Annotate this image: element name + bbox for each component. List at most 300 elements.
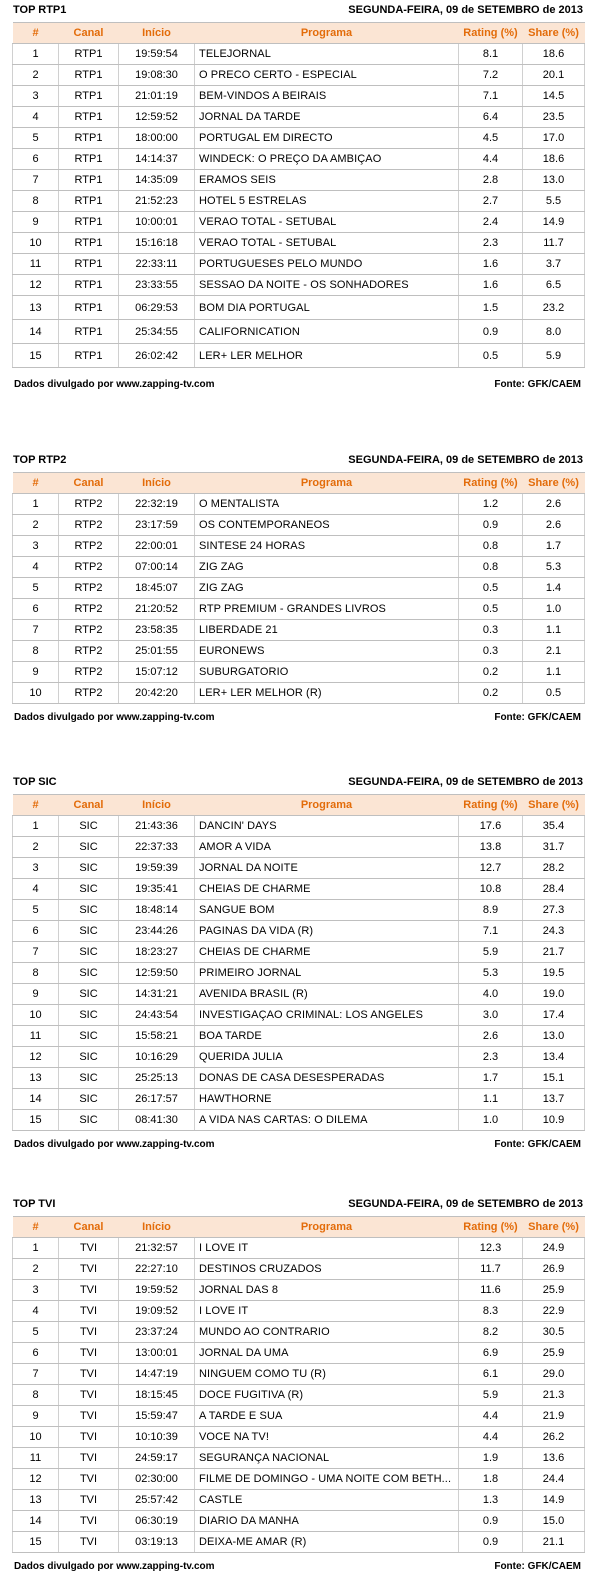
table-row (13, 662, 585, 683)
cell-share: 13.0 (523, 170, 585, 191)
table-row (13, 191, 585, 212)
cell-start: 12:59:50 (119, 963, 195, 984)
cell-start: 26:17:57 (119, 1089, 195, 1110)
cell-rating: 1.3 (459, 1490, 523, 1511)
cell-share: 2.6 (523, 494, 585, 515)
cell-program: INVESTIGAÇAO CRIMINAL: LOS ANGELES (195, 1005, 459, 1026)
cell-program: DESTINOS CRUZADOS (195, 1259, 459, 1280)
cell-rank: 9 (13, 1406, 59, 1427)
column-header-channel: Canal (59, 23, 119, 44)
cell-program: ERAMOS SEIS (195, 170, 459, 191)
cell-program: EURONEWS (195, 641, 459, 662)
cell-channel: SIC (59, 921, 119, 942)
cell-share: 3.7 (523, 254, 585, 275)
cell-rank: 15 (13, 1110, 59, 1131)
cell-rank: 3 (13, 858, 59, 879)
cell-channel: SIC (59, 1068, 119, 1089)
cell-share: 19.5 (523, 963, 585, 984)
cell-program: I LOVE IT (195, 1238, 459, 1259)
cell-channel: SIC (59, 942, 119, 963)
cell-share: 1.1 (523, 662, 585, 683)
table-row (13, 1448, 585, 1469)
table-row (13, 1364, 585, 1385)
cell-channel: TVI (59, 1343, 119, 1364)
cell-start: 22:00:01 (119, 536, 195, 557)
section-header (0, 450, 605, 468)
cell-program: OS CONTEMPORANEOS (195, 515, 459, 536)
cell-share: 14.9 (523, 212, 585, 233)
section-title: TOP SIC (13, 776, 57, 788)
column-header-start: Início (119, 1217, 195, 1238)
cell-channel: SIC (59, 900, 119, 921)
section-rtp1 (0, 0, 605, 390)
table-header-row (13, 1217, 585, 1238)
column-header-channel: Canal (59, 473, 119, 494)
table-row (13, 879, 585, 900)
cell-program: QUERIDA JULIA (195, 1047, 459, 1068)
cell-rank: 15 (13, 344, 59, 368)
cell-share: 29.0 (523, 1364, 585, 1385)
cell-share: 15.1 (523, 1068, 585, 1089)
section-date: SEGUNDA-FEIRA, 09 de SETEMBRO de 2013 (348, 1198, 583, 1210)
table-row (13, 1343, 585, 1364)
cell-channel: TVI (59, 1406, 119, 1427)
column-header-rating: Rating (%) (459, 23, 523, 44)
table-row (13, 921, 585, 942)
cell-channel: TVI (59, 1238, 119, 1259)
cell-channel: RTP1 (59, 254, 119, 275)
cell-share: 21.3 (523, 1385, 585, 1406)
cell-rank: 10 (13, 1005, 59, 1026)
cell-program: NINGUEM COMO TU (R) (195, 1364, 459, 1385)
cell-rating: 7.1 (459, 921, 523, 942)
cell-rating: 1.8 (459, 1469, 523, 1490)
cell-rank: 5 (13, 1322, 59, 1343)
cell-share: 18.6 (523, 44, 585, 65)
cell-start: 14:35:09 (119, 170, 195, 191)
cell-channel: SIC (59, 879, 119, 900)
cell-start: 26:02:42 (119, 344, 195, 368)
cell-channel: RTP2 (59, 578, 119, 599)
table-row (13, 515, 585, 536)
cell-channel: RTP1 (59, 344, 119, 368)
cell-channel: RTP2 (59, 536, 119, 557)
cell-share: 24.9 (523, 1238, 585, 1259)
cell-rating: 0.9 (459, 515, 523, 536)
cell-share: 5.5 (523, 191, 585, 212)
column-header-program: Programa (195, 473, 459, 494)
cell-program: I LOVE IT (195, 1301, 459, 1322)
table-row (13, 275, 585, 296)
cell-share: 19.0 (523, 984, 585, 1005)
cell-start: 10:00:01 (119, 212, 195, 233)
cell-channel: SIC (59, 963, 119, 984)
cell-share: 25.9 (523, 1343, 585, 1364)
table-row (13, 1089, 585, 1110)
column-header-rank: # (13, 1217, 59, 1238)
section-header (0, 1194, 605, 1212)
cell-rating: 0.5 (459, 578, 523, 599)
cell-start: 12:59:52 (119, 107, 195, 128)
cell-program: DIARIO DA MANHA (195, 1511, 459, 1532)
cell-rating: 1.9 (459, 1448, 523, 1469)
cell-rating: 0.3 (459, 641, 523, 662)
table-row (13, 683, 585, 704)
cell-channel: TVI (59, 1301, 119, 1322)
cell-start: 25:34:55 (119, 320, 195, 344)
cell-program: LIBERDADE 21 (195, 620, 459, 641)
cell-rating: 0.8 (459, 557, 523, 578)
column-header-share: Share (%) (523, 473, 585, 494)
cell-start: 23:17:59 (119, 515, 195, 536)
cell-share: 2.6 (523, 515, 585, 536)
cell-start: 21:20:52 (119, 599, 195, 620)
cell-program: TELEJORNAL (195, 44, 459, 65)
table-row (13, 1026, 585, 1047)
cell-rating: 8.9 (459, 900, 523, 921)
table-row (13, 1047, 585, 1068)
cell-program: PAGINAS DA VIDA (R) (195, 921, 459, 942)
cell-rank: 11 (13, 1026, 59, 1047)
cell-rank: 5 (13, 128, 59, 149)
cell-share: 13.4 (523, 1047, 585, 1068)
cell-start: 18:15:45 (119, 1385, 195, 1406)
cell-start: 19:59:52 (119, 1280, 195, 1301)
cell-start: 24:43:54 (119, 1005, 195, 1026)
cell-rating: 4.4 (459, 1406, 523, 1427)
table-row (13, 149, 585, 170)
cell-program: CASTLE (195, 1490, 459, 1511)
cell-rating: 6.9 (459, 1343, 523, 1364)
cell-rank: 1 (13, 1238, 59, 1259)
cell-share: 17.4 (523, 1005, 585, 1026)
cell-program: RTP PREMIUM - GRANDES LIVROS (195, 599, 459, 620)
cell-rating: 2.4 (459, 212, 523, 233)
table-row (13, 1280, 585, 1301)
cell-rating: 12.7 (459, 858, 523, 879)
footer-source-site: Dados divulgado por www.zapping-tv.com (14, 1561, 215, 1572)
cell-start: 23:58:35 (119, 620, 195, 641)
table-row (13, 837, 585, 858)
cell-start: 21:32:57 (119, 1238, 195, 1259)
footer-source-site: Dados divulgado por www.zapping-tv.com (14, 379, 215, 390)
cell-program: LER+ LER MELHOR (195, 344, 459, 368)
column-header-program: Programa (195, 23, 459, 44)
cell-program: AMOR A VIDA (195, 837, 459, 858)
table-row (13, 65, 585, 86)
cell-rank: 3 (13, 536, 59, 557)
section-tvi (0, 1194, 605, 1572)
table-row (13, 107, 585, 128)
cell-channel: RTP1 (59, 191, 119, 212)
cell-channel: TVI (59, 1448, 119, 1469)
cell-share: 17.0 (523, 128, 585, 149)
cell-channel: RTP1 (59, 149, 119, 170)
cell-share: 15.0 (523, 1511, 585, 1532)
cell-start: 25:01:55 (119, 641, 195, 662)
cell-program: DANCIN' DAYS (195, 816, 459, 837)
table-header-row (13, 795, 585, 816)
cell-rating: 8.1 (459, 44, 523, 65)
table-row (13, 1532, 585, 1553)
cell-rank: 6 (13, 149, 59, 170)
cell-rank: 10 (13, 1427, 59, 1448)
cell-share: 27.3 (523, 900, 585, 921)
cell-channel: TVI (59, 1364, 119, 1385)
cell-channel: RTP2 (59, 599, 119, 620)
cell-program: O MENTALISTA (195, 494, 459, 515)
cell-share: 1.4 (523, 578, 585, 599)
cell-start: 18:45:07 (119, 578, 195, 599)
cell-channel: TVI (59, 1490, 119, 1511)
column-header-channel: Canal (59, 795, 119, 816)
table-row (13, 86, 585, 107)
cell-rating: 2.7 (459, 191, 523, 212)
cell-start: 25:57:42 (119, 1490, 195, 1511)
cell-program: HAWTHORNE (195, 1089, 459, 1110)
table-row (13, 494, 585, 515)
cell-channel: TVI (59, 1469, 119, 1490)
column-header-rating: Rating (%) (459, 1217, 523, 1238)
cell-start: 18:23:27 (119, 942, 195, 963)
table-row (13, 1385, 585, 1406)
cell-program: VOCE NA TV! (195, 1427, 459, 1448)
cell-rank: 8 (13, 1385, 59, 1406)
cell-program: DEIXA-ME AMAR (R) (195, 1532, 459, 1553)
cell-rating: 1.0 (459, 1110, 523, 1131)
ratings-table (12, 794, 585, 1131)
cell-rating: 6.4 (459, 107, 523, 128)
cell-rank: 2 (13, 65, 59, 86)
cell-channel: RTP1 (59, 275, 119, 296)
cell-program: JORNAL DAS 8 (195, 1280, 459, 1301)
cell-share: 14.5 (523, 86, 585, 107)
cell-program: O PRECO CERTO - ESPECIAL (195, 65, 459, 86)
cell-share: 11.7 (523, 233, 585, 254)
cell-channel: RTP1 (59, 233, 119, 254)
table-row (13, 1322, 585, 1343)
cell-share: 1.0 (523, 599, 585, 620)
table-row (13, 963, 585, 984)
cell-rating: 4.4 (459, 149, 523, 170)
cell-program: JORNAL DA TARDE (195, 107, 459, 128)
cell-channel: SIC (59, 984, 119, 1005)
table-row (13, 320, 585, 344)
cell-program: PRIMEIRO JORNAL (195, 963, 459, 984)
cell-share: 5.3 (523, 557, 585, 578)
table-row (13, 578, 585, 599)
cell-start: 21:01:19 (119, 86, 195, 107)
table-row (13, 233, 585, 254)
cell-program: PORTUGUESES PELO MUNDO (195, 254, 459, 275)
cell-rating: 11.7 (459, 1259, 523, 1280)
section-title: TOP TVI (13, 1198, 56, 1210)
footer-source-site: Dados divulgado por www.zapping-tv.com (14, 712, 215, 723)
cell-share: 22.9 (523, 1301, 585, 1322)
cell-rating: 4.5 (459, 128, 523, 149)
section-title: TOP RTP1 (13, 4, 67, 16)
column-header-share: Share (%) (523, 1217, 585, 1238)
cell-rank: 4 (13, 879, 59, 900)
cell-rating: 0.8 (459, 536, 523, 557)
cell-rank: 9 (13, 212, 59, 233)
cell-channel: SIC (59, 1110, 119, 1131)
cell-program: VERAO TOTAL - SETUBAL (195, 212, 459, 233)
cell-rating: 5.3 (459, 963, 523, 984)
cell-channel: RTP1 (59, 107, 119, 128)
cell-share: 13.7 (523, 1089, 585, 1110)
cell-channel: TVI (59, 1532, 119, 1553)
cell-rank: 10 (13, 683, 59, 704)
cell-rank: 1 (13, 816, 59, 837)
cell-program: SANGUE BOM (195, 900, 459, 921)
table-row (13, 344, 585, 368)
cell-rating: 8.2 (459, 1322, 523, 1343)
cell-rank: 12 (13, 1047, 59, 1068)
cell-rank: 15 (13, 1532, 59, 1553)
table-row (13, 1490, 585, 1511)
cell-channel: SIC (59, 1026, 119, 1047)
table-row (13, 1238, 585, 1259)
column-header-program: Programa (195, 1217, 459, 1238)
cell-start: 19:59:54 (119, 44, 195, 65)
section-rtp2 (0, 450, 605, 723)
cell-start: 15:59:47 (119, 1406, 195, 1427)
table-row (13, 900, 585, 921)
cell-rank: 13 (13, 296, 59, 320)
cell-rating: 1.6 (459, 275, 523, 296)
cell-rank: 13 (13, 1068, 59, 1089)
cell-share: 18.6 (523, 149, 585, 170)
cell-rank: 2 (13, 837, 59, 858)
cell-rank: 8 (13, 191, 59, 212)
cell-channel: RTP1 (59, 86, 119, 107)
table-row (13, 536, 585, 557)
cell-start: 08:41:30 (119, 1110, 195, 1131)
cell-share: 5.9 (523, 344, 585, 368)
section-sic (0, 772, 605, 1150)
cell-share: 6.5 (523, 275, 585, 296)
cell-rank: 14 (13, 320, 59, 344)
cell-rank: 13 (13, 1490, 59, 1511)
cell-program: SUBURGATORIO (195, 662, 459, 683)
table-row (13, 1469, 585, 1490)
column-header-rank: # (13, 23, 59, 44)
cell-program: CHEIAS DE CHARME (195, 942, 459, 963)
cell-rank: 3 (13, 1280, 59, 1301)
cell-program: BOA TARDE (195, 1026, 459, 1047)
table-row (13, 641, 585, 662)
cell-start: 10:16:29 (119, 1047, 195, 1068)
cell-program: A VIDA NAS CARTAS: O DILEMA (195, 1110, 459, 1131)
column-header-rating: Rating (%) (459, 795, 523, 816)
cell-share: 28.2 (523, 858, 585, 879)
cell-start: 19:08:30 (119, 65, 195, 86)
cell-rank: 12 (13, 1469, 59, 1490)
column-header-start: Início (119, 23, 195, 44)
cell-program: PORTUGAL EM DIRECTO (195, 128, 459, 149)
cell-rating: 1.5 (459, 296, 523, 320)
section-date: SEGUNDA-FEIRA, 09 de SETEMBRO de 2013 (348, 776, 583, 788)
cell-start: 07:00:14 (119, 557, 195, 578)
cell-rating: 1.6 (459, 254, 523, 275)
cell-start: 15:16:18 (119, 233, 195, 254)
cell-channel: TVI (59, 1259, 119, 1280)
cell-program: DOCE FUGITIVA (R) (195, 1385, 459, 1406)
cell-start: 19:09:52 (119, 1301, 195, 1322)
cell-channel: TVI (59, 1280, 119, 1301)
cell-channel: SIC (59, 1005, 119, 1026)
cell-share: 23.2 (523, 296, 585, 320)
cell-rating: 0.3 (459, 620, 523, 641)
table-row (13, 1068, 585, 1089)
cell-share: 0.5 (523, 683, 585, 704)
cell-start: 14:47:19 (119, 1364, 195, 1385)
cell-rank: 12 (13, 275, 59, 296)
cell-share: 35.4 (523, 816, 585, 837)
cell-start: 24:59:17 (119, 1448, 195, 1469)
cell-rank: 14 (13, 1511, 59, 1532)
section-title: TOP RTP2 (13, 454, 67, 466)
cell-rating: 0.2 (459, 683, 523, 704)
cell-rank: 1 (13, 44, 59, 65)
table-row (13, 816, 585, 837)
section-header (0, 0, 605, 18)
cell-rating: 0.2 (459, 662, 523, 683)
section-date: SEGUNDA-FEIRA, 09 de SETEMBRO de 2013 (348, 4, 583, 16)
cell-rating: 10.8 (459, 879, 523, 900)
cell-rating: 2.8 (459, 170, 523, 191)
table-row (13, 1301, 585, 1322)
cell-start: 10:10:39 (119, 1427, 195, 1448)
cell-rating: 11.6 (459, 1280, 523, 1301)
table-header-row (13, 23, 585, 44)
cell-channel: RTP1 (59, 212, 119, 233)
cell-program: SINTESE 24 HORAS (195, 536, 459, 557)
cell-start: 19:59:39 (119, 858, 195, 879)
cell-rank: 6 (13, 1343, 59, 1364)
cell-start: 23:44:26 (119, 921, 195, 942)
table-row (13, 599, 585, 620)
table-row (13, 984, 585, 1005)
cell-rank: 5 (13, 578, 59, 599)
column-header-rank: # (13, 795, 59, 816)
cell-channel: RTP1 (59, 320, 119, 344)
cell-start: 02:30:00 (119, 1469, 195, 1490)
cell-rank: 8 (13, 963, 59, 984)
cell-rank: 2 (13, 515, 59, 536)
table-row (13, 942, 585, 963)
footer-source-site: Dados divulgado por www.zapping-tv.com (14, 1139, 215, 1150)
cell-start: 18:48:14 (119, 900, 195, 921)
cell-share: 23.5 (523, 107, 585, 128)
footer-data-source: Fonte: GFK/CAEM (494, 712, 581, 723)
cell-rating: 12.3 (459, 1238, 523, 1259)
table-row (13, 620, 585, 641)
cell-channel: SIC (59, 858, 119, 879)
cell-start: 14:31:21 (119, 984, 195, 1005)
cell-channel: RTP2 (59, 494, 119, 515)
cell-rank: 3 (13, 86, 59, 107)
cell-channel: SIC (59, 1089, 119, 1110)
cell-rating: 2.3 (459, 1047, 523, 1068)
cell-program: MUNDO AO CONTRARIO (195, 1322, 459, 1343)
cell-rating: 0.9 (459, 320, 523, 344)
cell-rating: 4.0 (459, 984, 523, 1005)
cell-share: 31.7 (523, 837, 585, 858)
cell-rating: 13.8 (459, 837, 523, 858)
column-header-start: Início (119, 795, 195, 816)
